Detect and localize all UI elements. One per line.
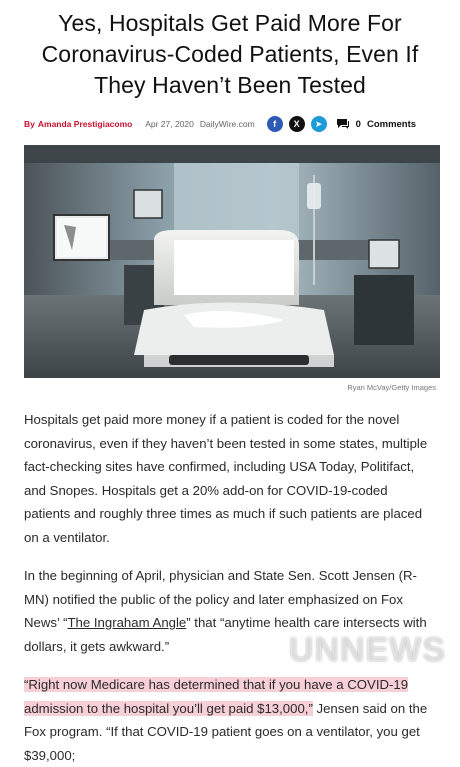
facebook-share-icon[interactable]: f xyxy=(267,116,283,132)
article-page xyxy=(0,8,460,763)
highlighted-quote: “Right now Medicare has determined that if you have a COVID-19 admission to the hospital you’ll get paid $13,000,” xyxy=(24,677,409,716)
paragraph-2-text-end: ” that “anytime health care intersects with dollars, it gets awkward.” xyxy=(24,615,427,654)
paragraph-2-text-start: In the beginning of April, physician and State Sen. Scott Jensen (R-MN) notified the public of the policy and later emphasized on Fox News’ “ xyxy=(24,568,417,630)
comment-icon[interactable] xyxy=(336,118,350,130)
x-share-icon[interactable]: X xyxy=(289,116,305,132)
byline xyxy=(24,113,436,135)
byline-separator: · xyxy=(137,119,141,129)
paragraph-1: Hospitals get paid more money if a patient is coded for the novel coronavirus, even if they haven’t been tested in some states, multiple fact-checking sites have confirmed, including USA Today, Politifact, and Snopes. Hospitals get a 20% add-on for COVID-19-coded patients and roughly three times as much if such patients are placed on a ventilator. xyxy=(24,412,428,545)
source-label: DailyWire.com xyxy=(199,119,255,129)
article-title: Yes, Hospitals Get Paid More For Coronavirus-Coded Patients, Even If They Haven’t Been Tested xyxy=(41,10,419,98)
watermark-logo: UNNEWS xyxy=(288,631,446,669)
hospital-bed-illustration xyxy=(24,145,440,378)
ingraham-angle-link[interactable]: The Ingraham Angle xyxy=(67,615,187,630)
paragraph-3 xyxy=(24,673,436,767)
paragraph-3-text: Jensen said on the Fox program. “If that COVID-19 patient goes on a ventilator, you get $39,000; xyxy=(24,700,428,763)
comments-count: 0 xyxy=(355,118,361,130)
image-credit: Ryan McVay/Getty Images xyxy=(347,383,436,392)
comments-link[interactable] xyxy=(356,119,416,130)
author-link[interactable]: Amanda Prestigiacomo xyxy=(37,119,133,129)
telegram-share-icon[interactable]: ➤ xyxy=(311,116,327,132)
article-body xyxy=(24,408,436,767)
share-buttons xyxy=(267,116,416,132)
comments-label: Comments xyxy=(366,118,417,130)
publish-date: Apr 27, 2020 xyxy=(145,119,194,129)
author-prefix: By xyxy=(24,119,35,129)
hero-image xyxy=(24,145,440,378)
